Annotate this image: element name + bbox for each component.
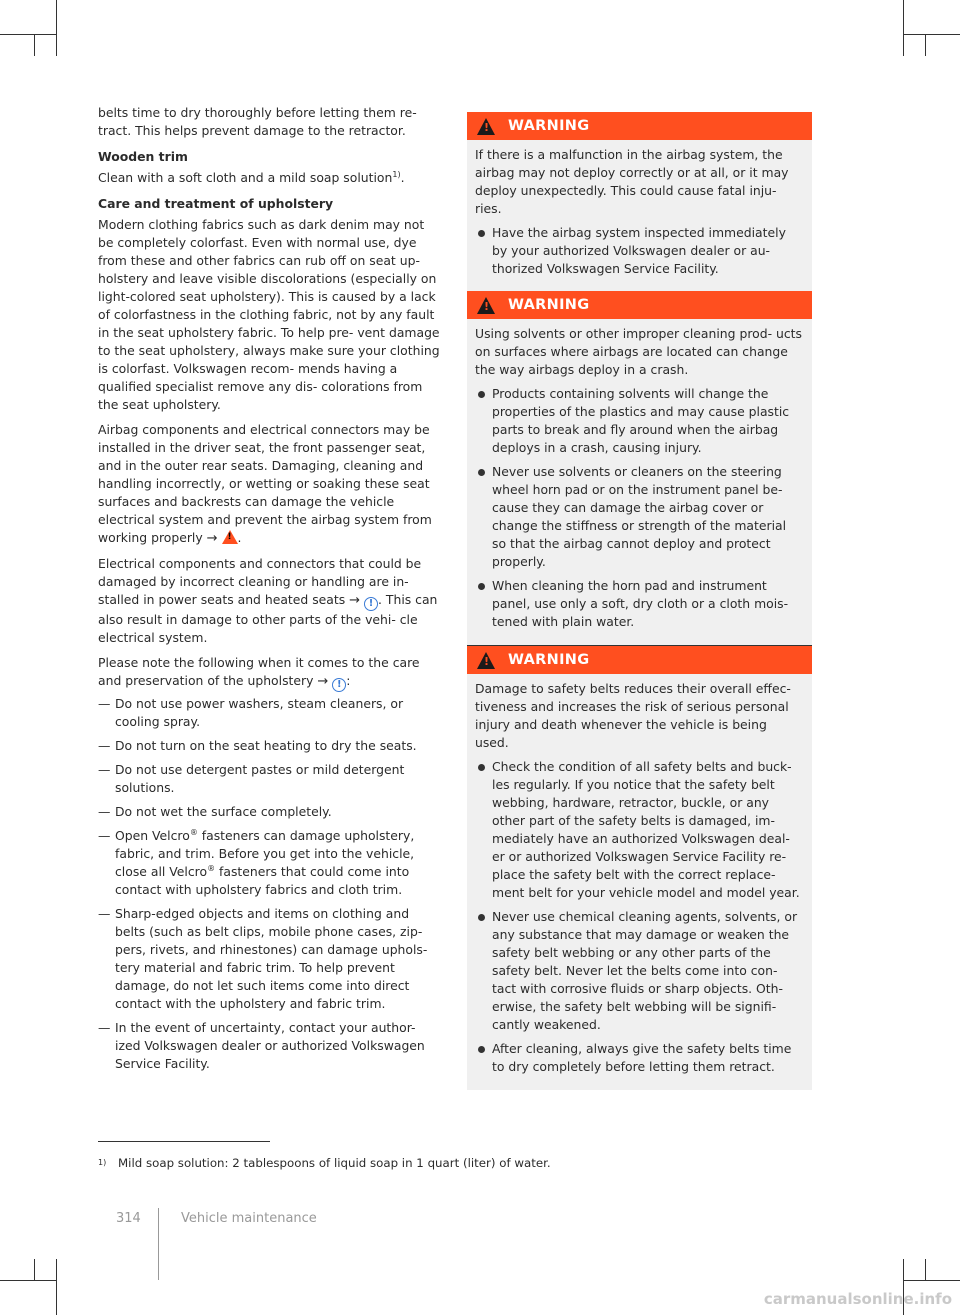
warning-box-solvents bbox=[467, 291, 812, 646]
footnote bbox=[98, 1155, 551, 1171]
warning-triangle-icon[interactable] bbox=[222, 530, 238, 544]
bullet-item: After cleaning, always give the safety belts time to dry completely before letting them retract. bbox=[475, 1040, 804, 1076]
bullet-item: Have the airbag system inspected immediately by your authorized Volkswagen dealer or au- thorized Volkswagen Service Facility. bbox=[475, 224, 804, 278]
list-item bbox=[98, 827, 440, 899]
crop-mark bbox=[34, 34, 35, 56]
paragraph bbox=[98, 555, 440, 647]
crop-mark bbox=[0, 1280, 56, 1281]
registered-mark: ® bbox=[207, 863, 216, 873]
paragraph-text: . This can also result in damage to other parts of the vehi- cle electrical system. bbox=[98, 592, 438, 645]
paragraph-text: Please note the following when it comes to the care and preservation of the upholstery bbox=[98, 655, 420, 688]
paragraph-text: Electrical components and connectors that could be damaged by incorrect cleaning or handling are in- stalled in power seats and heated seats bbox=[98, 556, 422, 607]
bullet-item: Never use chemical cleaning agents, solvents, or any substance that may damage or weaken the safety belt webbing or any other parts of the safety belt. Never let the belts come into con- tact with corrosive fluids or sharp objects. Oth- erwise, the safety belt webbing will be signifi- cantly weakened. bbox=[475, 908, 804, 1034]
crop-mark bbox=[903, 0, 904, 56]
list-text: Open Velcro bbox=[115, 828, 190, 843]
crop-mark bbox=[56, 1259, 57, 1315]
crop-mark bbox=[925, 34, 926, 56]
bullet-item: Check the condition of all safety belts and buck- les regularly. If you notice that the safety belt webbing, hardware, retractor, buckle, or any other part of the safety belts is damaged, im- mediately have an authorized Volkswagen deal- er or authorized Volkswagen Service Facility re- place the safety belt with the correct replace- ment belt for your vehicle model and model year. bbox=[475, 758, 804, 902]
bullet-item: Never use solvents or cleaners on the steering wheel horn pad or on the instrument panel be- cause they can damage the airbag cover or change the stiffness or strength of the material so that the airbag cannot deploy and protect properly. bbox=[475, 463, 804, 571]
warning-header bbox=[467, 646, 812, 674]
registered-mark: ® bbox=[189, 827, 198, 837]
paragraph: Airbag components and electrical connectors may be installed in the driver seat, the front passenger seat, and in the outer rear seats. Damaging, cleaning and handling incorrectly, or wetting or soaking these seat surfaces and backrests can damage the vehicle electrical system and prevent the airbag system from working properly → ! . bbox=[98, 421, 440, 548]
warning-header bbox=[467, 112, 812, 140]
warning-intro: If there is a malfunction in the airbag system, the airbag may not deploy correctly or at all, or it may deploy unexpectedly. This could cause fatal inju- ries. bbox=[475, 147, 789, 216]
warning-triangle-icon bbox=[477, 652, 495, 669]
paragraph-text: Clean with a soft cloth and a mild soap solution bbox=[98, 170, 393, 185]
footnote-text: Mild soap solution: 2 tablespoons of liquid soap in 1 quart (liter) of water. bbox=[118, 1156, 551, 1170]
footnote-ref[interactable]: 1) bbox=[392, 169, 401, 179]
crop-mark bbox=[904, 1280, 960, 1281]
paragraph: Modern clothing fabrics such as dark denim may not be completely colorfast. Even with normal use, dye from these and other fabrics can rub off on seat up- holstery and leave visible discolorations (especially on light-colored seat upholstery). This is caused by a lack of colorfastness in the clothing fabric, not by any fault in the seat upholstery fabric. To help pre- vent damage to the seat upholstery, always make sure your clothing is colorfast. Volkswagen recom- mends having a qualified specialist remove any dis- colorations from the seat upholstery. bbox=[98, 217, 440, 412]
warning-intro: Using solvents or other improper cleaning prod- ucts on surfaces where airbags are located can change the way airbags deploy in a crash. bbox=[475, 326, 802, 377]
arrow-icon: → bbox=[317, 674, 329, 689]
paragraph: belts time to dry thoroughly before letting them re- tract. This helps prevent damage to the retractor. bbox=[98, 105, 417, 138]
warning-box-airbag-malfunction bbox=[467, 112, 812, 293]
crop-mark bbox=[904, 34, 960, 35]
bullet-item: When cleaning the horn pad and instrument panel, use only a soft, dry cloth or a cloth mois- tened with plain water. bbox=[475, 577, 804, 631]
list-item: — Do not wet the surface completely. bbox=[98, 803, 440, 821]
warning-title: WARNING bbox=[508, 297, 590, 313]
paragraph: Clean with a soft cloth and a mild soap solution$^{1)}$. bbox=[98, 169, 405, 185]
left-column bbox=[98, 104, 440, 1079]
notice-icon[interactable]: ! bbox=[364, 597, 378, 611]
footnote-rule bbox=[98, 1141, 270, 1142]
list-item: — Do not use detergent pastes or mild detergent solutions. bbox=[98, 761, 440, 797]
warning-triangle-icon bbox=[477, 118, 495, 135]
warning-title: WARNING bbox=[508, 652, 590, 668]
warning-title: WARNING bbox=[508, 118, 590, 134]
list-item: — Sharp-edged objects and items on clothing and belts (such as belt clips, mobile phone cases, zip- pers, rivets, and rhinestones) can damage uphols- tery material and fabric trim. To help prevent damage, do not let such items come into direct contact with the upholstery and fabric trim. bbox=[98, 905, 440, 1013]
warning-header bbox=[467, 291, 812, 319]
care-list bbox=[98, 695, 440, 1073]
arrow-icon: → bbox=[349, 593, 361, 608]
list-text: fasteners can damage upholstery, fabric, and trim. Before you get into the vehicle, close all Velcro bbox=[115, 828, 415, 879]
warning-intro: Damage to safety belts reduces their overall effec- tiveness and increases the risk of serious personal injury and death whenever the vehicle is being used. bbox=[475, 681, 791, 750]
crop-mark bbox=[925, 1259, 926, 1281]
list-item: — In the event of uncertainty, contact your author- ized Volkswagen dealer or authorized Volkswagen Service Facility. bbox=[98, 1019, 440, 1073]
heading-wooden-trim: Wooden trim bbox=[98, 149, 188, 164]
heading-upholstery: Care and treatment of upholstery bbox=[98, 196, 334, 211]
page-number: 314 bbox=[116, 1211, 141, 1226]
paragraph-text: Airbag components and electrical connectors may be installed in the driver seat, the front passenger seat, and in the outer rear seats. Damaging, cleaning and handling incorrectly, or wetting or soaking these seat surfaces and backrests can damage the vehicle electrical system and prevent the airbag system from working properly bbox=[98, 422, 432, 545]
footnote-mark: 1) bbox=[98, 1158, 107, 1167]
crop-mark bbox=[34, 1259, 35, 1281]
footer-divider bbox=[158, 1208, 159, 1280]
warning-bullets bbox=[475, 385, 804, 631]
warning-body bbox=[467, 319, 812, 645]
arrow-icon: → bbox=[206, 531, 218, 546]
warning-bullets bbox=[475, 758, 804, 1076]
warning-body bbox=[467, 140, 812, 292]
list-text: fasteners that could come into contact with upholstery fabrics and cloth trim. bbox=[115, 864, 410, 897]
paragraph: Please note the following when it comes to the care and preservation of the upholstery → ! : bbox=[98, 655, 420, 690]
list-item: — Do not turn on the seat heating to dry the seats. bbox=[98, 737, 440, 755]
crop-mark bbox=[0, 34, 56, 35]
crop-mark bbox=[56, 0, 57, 56]
warning-triangle-icon bbox=[477, 297, 495, 314]
watermark: carmanualsonline.info bbox=[763, 1290, 952, 1308]
bullet-item: Products containing solvents will change the properties of the plastics and may cause plastic parts to break and fly around when the airbag deploys in a crash, causing injury. bbox=[475, 385, 804, 457]
list-item: — Do not use power washers, steam cleaners, or cooling spray. bbox=[98, 695, 440, 731]
warning-box-safety-belts bbox=[467, 646, 812, 1090]
notice-icon[interactable]: ! bbox=[332, 678, 346, 692]
section-title: Vehicle maintenance bbox=[181, 1211, 317, 1226]
warning-body bbox=[467, 674, 812, 1090]
warning-bullets bbox=[475, 224, 804, 278]
